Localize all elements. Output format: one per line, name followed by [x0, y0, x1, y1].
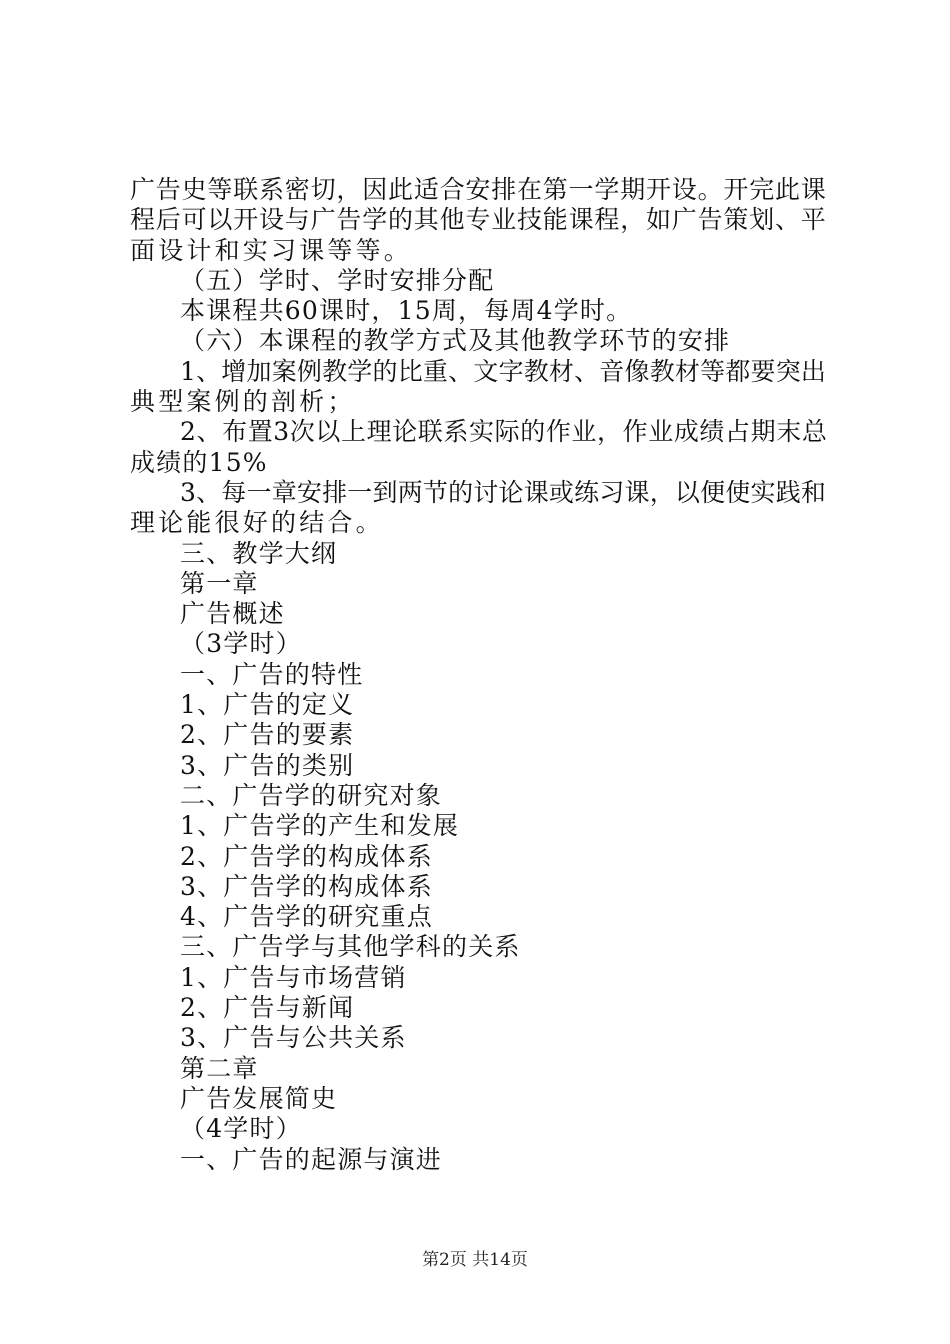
outline-heading: 一、广告的特性: [180, 659, 364, 689]
paragraph-line: 程后可以开设与广告学的其他专业技能课程，如广告策划、平: [130, 205, 827, 235]
outline-item: 1、广告学的产生和发展: [180, 811, 460, 841]
outline-heading: 一、广告的起源与演进: [180, 1144, 443, 1174]
outline-item: 4、广告学的研究重点: [180, 902, 433, 932]
paragraph-line: 典型案例的剖析；: [130, 387, 356, 417]
paragraph-line: 面设计和实习课等等。: [130, 235, 413, 265]
outline-item: 1、广告的定义: [180, 690, 355, 720]
list-item: 1、增加案例教学的比重、文字教材、音像教材等都要突出: [180, 356, 827, 386]
outline-item: 3、广告的类别: [180, 750, 355, 780]
page-number-footer: 第2页 共14页: [422, 1250, 528, 1270]
chapter-hours: （3学时）: [180, 629, 302, 659]
list-item: 2、布置3次以上理论联系实际的作业，作业成绩占期末总: [180, 417, 828, 447]
outline-item: 2、广告与新闻: [180, 993, 355, 1023]
section-heading: （五）学时、学时安排分配: [180, 265, 495, 295]
section-heading: （六）本课程的教学方式及其他教学环节的安排: [180, 326, 731, 356]
outline-heading: 三、广告学与其他学科的关系: [180, 932, 521, 962]
chapter-name: 广告概述: [180, 599, 285, 629]
chapter-hours: （4学时）: [180, 1114, 302, 1144]
outline-item: 3、广告与公共关系: [180, 1023, 407, 1053]
outline-item: 3、广告学的构成体系: [180, 871, 433, 901]
paragraph-line: 理论能很好的结合。: [130, 508, 384, 538]
paragraph-line: 本课程共60课时，15周，每周4学时。: [180, 296, 633, 326]
chapter-name: 广告发展简史: [180, 1083, 338, 1113]
outline-heading: 二、广告学的研究对象: [180, 780, 443, 810]
chapter-title: 第二章: [180, 1053, 259, 1083]
outline-item: 1、广告与市场营销: [180, 962, 407, 992]
paragraph-line: 成绩的15%: [130, 447, 268, 477]
paragraph-line: 广告史等联系密切，因此适合安排在第一学期开设。开完此课: [130, 175, 827, 204]
outline-item: 2、广告学的构成体系: [180, 841, 433, 871]
list-item: 3、每一章安排一到两节的讨论课或练习课，以便使实践和: [180, 477, 827, 507]
section-heading: 三、教学大纲: [180, 538, 338, 568]
document-body: [130, 175, 830, 1175]
outline-item: 2、广告的要素: [180, 720, 355, 750]
chapter-title: 第一章: [180, 568, 259, 598]
